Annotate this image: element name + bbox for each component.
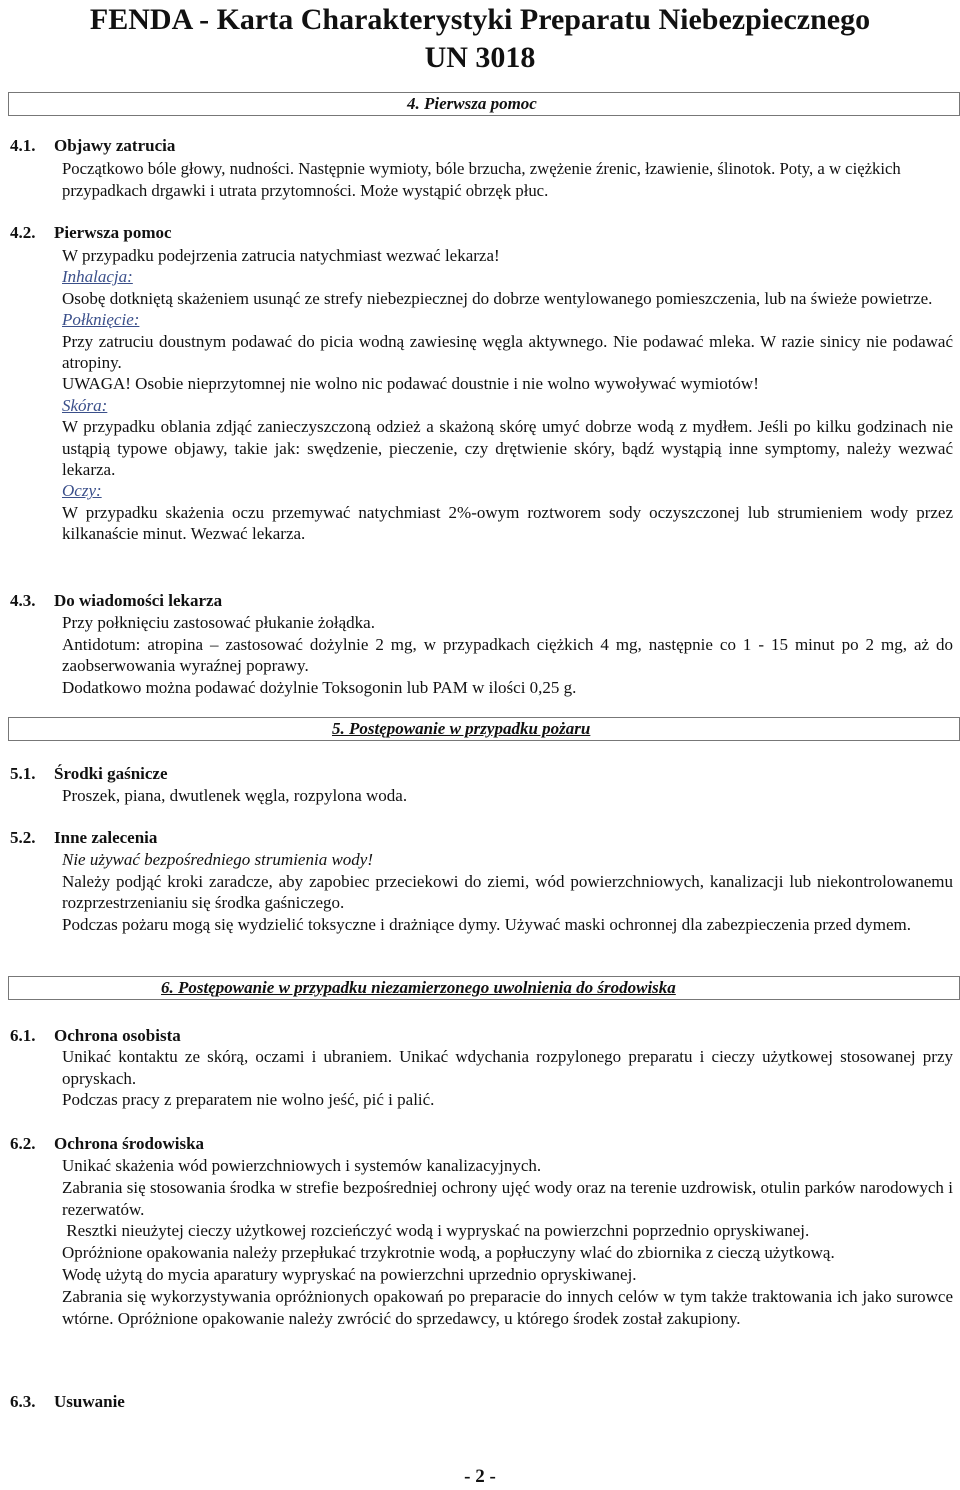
environment-protection-block — [62, 1155, 953, 1329]
skin-label: Skóra: — [62, 395, 108, 415]
personal-protection-p1: Unikać kontaktu ze skórą, oczami i ubraniem. Unikać wdychania rozpylonego preparatu i cieczy użytkowej stosowanej przy opryskach. — [62, 1047, 953, 1088]
doctor-info-block — [62, 612, 953, 698]
personal-protection-p2: Podczas pracy z preparatem nie wolno jeść, pić i palić. — [62, 1090, 435, 1110]
other-advice-italic: Nie używać bezpośredniego strumienia wody! — [62, 850, 373, 869]
title-line-1: FENDA - Karta Charakterystyki Preparatu Niebezpiecznego — [89, 3, 871, 36]
eyes-label: Oczy: — [62, 481, 102, 501]
other-advice-block — [62, 849, 953, 935]
first-aid-intro: W przypadku podejrzenia zatrucia natychmiast wezwać lekarza! — [62, 246, 500, 265]
doctor-info-p1: Przy połknięciu zastosować płukanie żołądka. — [62, 613, 375, 632]
skin-text: W przypadku oblania zdjąć zanieczyszczoną odzież a skażoną skórę umyć dobrze wodą z mydłem. Jeśli po kilku godzinach nie ustąpią typowe objawy, takie jak: swędzenie, pieczenie, czy drętwienie skóry, bądź wystąpią inne symptomy, należy wezwać lekarza. — [62, 417, 953, 480]
swallowing-label: Połknięcie: — [62, 310, 140, 330]
title-line-2: UN 3018 — [424, 41, 536, 74]
section-4-bar — [8, 92, 960, 116]
section-6-bar — [8, 976, 960, 1000]
heading-5-2: 5.2. Inne zalecenia — [10, 828, 158, 847]
first-aid-block — [62, 245, 953, 545]
environment-p2: Zabrania się stosowania środka w strefie bezpośredniej ochrony ujęć wody oraz na terenie uzdrowisk, otulin parków narodowych i rezerwatów. — [62, 1177, 953, 1219]
inhalation-label: Inhalacja: — [62, 267, 133, 287]
other-advice-p1: Należy podjąć kroki zaradcze, aby zapobiec przeciekowi do ziemi, wód powierzchniowych, kanalizacji lub niekontrolowanemu rozprzestrzenianiu się środka gaśniczego. — [62, 871, 953, 912]
heading-5-1: 5.1. Środki gaśnicze — [10, 764, 168, 783]
extinguishing-media-text: Proszek, piana, dwutlenek węgla, rozpylona woda. — [62, 786, 408, 805]
heading-6-3: 6.3. Usuwanie — [10, 1392, 125, 1411]
environment-p3: Resztki nieużytej cieczy użytkowej rozcieńczyć wodą i wypryskać na powierzchni poprzednio opryskiwanej. — [62, 1221, 810, 1241]
other-advice-p2: Podczas pożaru mogą się wydzielić toksyczne i drażniące dymy. Używać maski ochronnej dla zabezpieczenia przed dymem. — [62, 914, 912, 934]
inhalation-text: Osobę dotkniętą skażeniem usunąć ze strefy niebezpiecznej do dobrze wentylowanego pomieszczenia, lub na świeże powietrze. — [62, 288, 933, 308]
heading-6-1: 6.1. Ochrona osobista — [10, 1026, 181, 1045]
heading-4-1: 4.1. Objawy zatrucia — [10, 136, 176, 155]
doctor-info-p2: Antidotum: atropina – zastosować dożylnie 2 mg, w przypadkach ciężkich 4 mg, następnie co 1 - 15 minut po 2 mg, aż do zaobserwowania wyraźnej poprawy. — [62, 634, 953, 676]
heading-4-2: 4.2. Pierwsza pomoc — [10, 223, 172, 242]
section-6-title: 6. Postępowanie w przypadku niezamierzonego uwolnienia do środowiska — [161, 978, 676, 997]
swallowing-text: Przy zatruciu doustnym podawać do picia wodną zawiesinę węgla aktywnego. Nie podawać mleka. W razie sinicy nie podawać atropiny. — [62, 331, 953, 373]
symptoms-text: Początkowo bóle głowy, nudności. Następnie wymioty, bóle brzucha, zwężenie źrenic, łzawienie, ślinotok. Poty, a w ciężkich przypadkach drgawki i utrata przytomności. Może wystąpić obrzęk płuc. — [62, 159, 901, 200]
doctor-info-p3: Dodatkowo można podawać dożylnie Toksogonin lub PAM w ilości 0,25 g. — [62, 677, 577, 697]
environment-p4: Opróżnione opakowania należy przepłukać trzykrotnie wodą, a popłuczyny wlać do zbiornika z cieczą użytkową. — [62, 1243, 835, 1263]
environment-p6: Zabrania się wykorzystywania opróżnionych opakowań po preparacie do innych celów w tym także traktowania ich jako surowce wtórne. Opróżnione opakowanie należy zwrócić do sprzedawcy, u którego środek został zakupiony. — [62, 1286, 953, 1328]
eyes-text: W przypadku skażenia oczu przemywać natychmiast 2%-owym roztworem sody oczyszczonej lub strumieniem wody przez kilkanaście minut. Wezwać lekarza. — [62, 502, 953, 544]
environment-p1: Unikać skażenia wód powierzchniowych i systemów kanalizacyjnych. — [62, 1156, 542, 1175]
section-5-bar — [8, 717, 960, 741]
personal-protection-block — [62, 1046, 953, 1111]
section-4-title: 4. Pierwsza pomoc — [407, 94, 537, 113]
section-5-title: 5. Postępowanie w przypadku pożaru — [332, 719, 591, 738]
heading-6-2: 6.2. Ochrona środowiska — [10, 1134, 205, 1153]
environment-p5: Wodę użytą do mycia aparatury wypryskać na powierzchni uprzednio opryskiwanej. — [62, 1264, 637, 1284]
document-title — [0, 0, 960, 77]
warning-text: UWAGA! Osobie nieprzytomnej nie wolno nic podawać doustnie i nie wolno wywoływać wymiotów! — [62, 374, 759, 394]
page-number: - 2 - — [464, 1466, 496, 1487]
heading-4-3: 4.3. Do wiadomości lekarza — [10, 591, 223, 610]
